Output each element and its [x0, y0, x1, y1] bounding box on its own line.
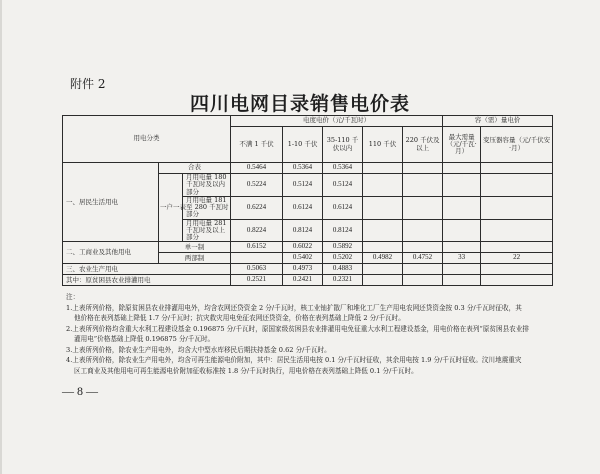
energy-price-header: 电度电价（元/千瓦时）	[231, 116, 443, 127]
capacity-price-header: 容（需）量电价	[443, 116, 553, 127]
price-table	[62, 115, 553, 286]
cell-value: 0.6022	[283, 242, 323, 253]
cell-value: 0.5364	[323, 163, 363, 174]
cell-value: 0.5402	[283, 253, 323, 264]
tier1-label: 月用电量 180 千瓦时及以内部分	[183, 174, 231, 197]
row-agriculture	[63, 264, 553, 275]
row-combined	[63, 163, 553, 174]
tier3-label: 月用电量 281 千瓦时及以上部分	[183, 219, 231, 242]
cell-value: 22	[481, 253, 553, 264]
col-35-110kv: 35-110 千伏以内	[323, 127, 363, 163]
note-1-line-2: 他价格在表列基础上降低 1.7 分/千瓦时；抗灾救灾用电免征农网还贷资金，价格在表列基础上降低 2 分/千瓦时。	[74, 314, 405, 323]
cell-value: 0.4752	[403, 253, 443, 264]
col-1-10kv: 1-10 千伏	[283, 127, 323, 163]
industrial-label: 二、工商业及其他用电	[63, 242, 159, 264]
cell-value: 33	[443, 253, 481, 264]
poor-county-label: 其中：原贫困县农业排灌用电	[63, 275, 231, 286]
page-number: — 8 —	[62, 384, 98, 398]
row-poor-county	[63, 275, 553, 286]
col-max-demand: 最大需量（元/千瓦·月）	[443, 127, 481, 163]
notes-heading: 注：	[66, 293, 80, 301]
col-under-1kv: 不满 1 千伏	[231, 127, 283, 163]
note-4-line-1: 4.上表所列价格，除农业生产用电外，均含可再生能源电价附加，其中：居民生活用电按 0.1 分/千瓦时征收，其余用电按 1.9 分/千瓦时征收。汶川地震重灾	[66, 356, 522, 365]
cell-value: 0.6124	[283, 196, 323, 219]
cell-value: 0.5224	[231, 174, 283, 197]
cell-value: 0.5364	[283, 163, 323, 174]
row-single-rate	[63, 242, 553, 253]
cell-value: 0.5063	[231, 264, 283, 275]
attachment-label: 附件 2	[70, 77, 106, 91]
cell-value: 0.2421	[283, 275, 323, 286]
note-1-line-1: 1.上表所列价格，除原贫困县农业排灌用电外，均含农网还贷资金 2 分/千瓦时，核工业铀扩散厂和堆化工厂生产用电农网还贷资金按 0.3 分/千瓦时征收，其	[66, 303, 522, 312]
document-title: 四川电网目录销售电价表	[189, 93, 410, 115]
cell-value: 0.6224	[231, 196, 283, 219]
cell-value: 0.6152	[231, 242, 283, 253]
cell-value: 0.5202	[323, 253, 363, 264]
single-rate-label: 单一制	[159, 242, 231, 253]
note-4-line-2: 区工商业及其他用电可再生能源电价附加征收标准按 1.8 分/千瓦时执行，用电价格在表列基础上降低 0.1 分/千瓦时。	[74, 366, 418, 375]
agriculture-label: 三、农业生产用电	[63, 264, 231, 275]
cell-value: 0.4883	[323, 264, 363, 275]
cell-value: 0.8124	[323, 219, 363, 242]
col-220kv: 220 千伏及以上	[403, 127, 443, 163]
cell-value: 0.8124	[283, 219, 323, 242]
notes-section	[66, 292, 554, 376]
cell-value: 0.5124	[283, 174, 323, 197]
cell-value: 0.5892	[323, 242, 363, 253]
cell-value: 0.2521	[231, 275, 283, 286]
category-header: 用电分类	[63, 116, 231, 163]
cell-value: 0.6124	[323, 196, 363, 219]
cell-value: 0.5124	[323, 174, 363, 197]
residential-label: 一、居民生活用电	[63, 163, 159, 242]
col-110kv: 110 千伏	[363, 127, 403, 163]
note-2-line-1: 2.上表所列价格均含重大水利工程建设基金 0.196875 分/千瓦时，原国家级贫困县农业排灌用电免征重大水利工程建设基金，用电价格在表列“原贫困县农业排	[66, 324, 529, 333]
two-part-label: 两部制	[159, 253, 231, 264]
cell-value: 0.5464	[231, 163, 283, 174]
cell-value: 0.8224	[231, 219, 283, 242]
col-transformer: 变压器容量（元/千伏安·月）	[481, 127, 553, 163]
note-3: 3.上表所列价格，除农业生产用电外，均含大中型水库移民后期扶持基金 0.62 分/千瓦时。	[66, 345, 331, 354]
tier2-label: 月用电量 181 至 280 千瓦时部分	[183, 196, 231, 219]
header-row-1	[63, 116, 553, 127]
cell-value: 0.4973	[283, 264, 323, 275]
cell-value: 0.4982	[363, 253, 403, 264]
cell-value: 0.2321	[323, 275, 363, 286]
one-household-label: 一户一表	[159, 174, 183, 242]
note-2-line-2: 灌用电”价格基础上降低 0.196875 分/千瓦时。	[74, 335, 215, 344]
combined-label: 合表	[159, 163, 231, 174]
